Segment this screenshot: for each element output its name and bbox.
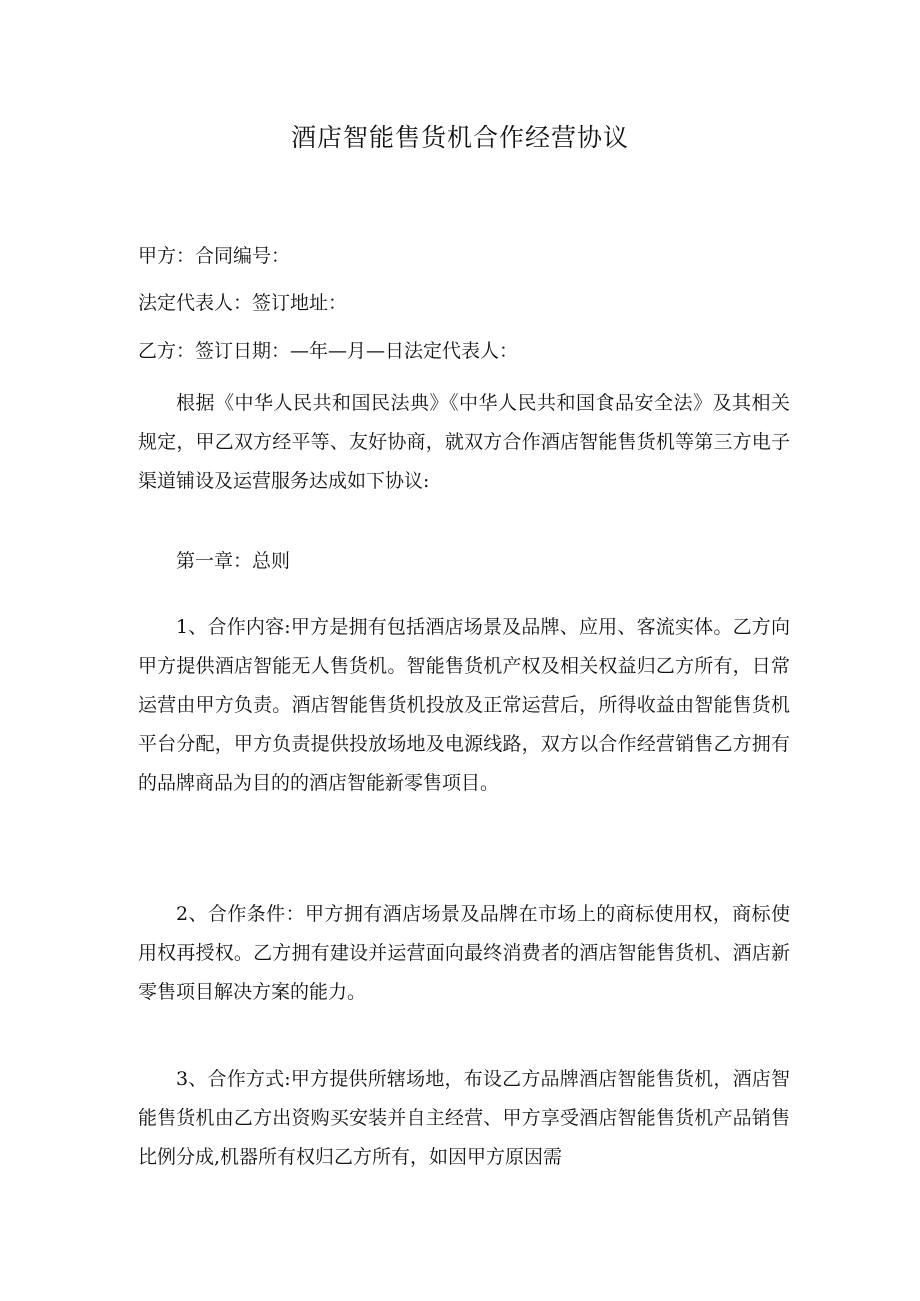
clause-cooperation-content: 1、合作内容:甲方是拥有包括酒店场景及品牌、应用、客流实体。乙方向甲方提供酒店智能无人售货机。智能售货机产权及相关权益归乙方所有，日常运营由甲方负责。酒店智能售货机投放及正常运营后，所得收益由智能售货机平台分配，甲方负责提供投放场地及电源线路，双方以合作经营销售乙方拥有的品牌商品为目的的酒店智能新零售项目。	[138, 616, 790, 794]
party-b-signing-date-line: 乙方：签订日期：—年—月—日法定代表人：	[138, 340, 519, 362]
chapter-heading: 第一章：总则	[176, 550, 291, 572]
clause-cooperation-method: 3、合作方式:甲方提供所辖场地，布设乙方品牌酒店智能售货机，酒店智能售货机由乙方出资购买安装并自主经营、甲方享受酒店智能售货机产品销售比例分成,机器所有权归乙方所有，如因甲方原因需	[138, 1068, 790, 1168]
preamble-paragraph: 根据《中华人民共和国民法典》《中华人民共和国食品安全法》及其相关规定，甲乙双方经平等、友好协商，就双方合作酒店智能售货机等第三方电子渠道铺设及运营服务达成如下协议:	[138, 392, 790, 492]
document-title: 酒店智能售货机合作经营协议	[290, 123, 629, 152]
party-a-contract-number-line: 甲方：合同编号：	[138, 245, 291, 267]
clause-cooperation-conditions: 2、合作条件：甲方拥有酒店场景及品牌在市场上的商标使用权，商标使用权再授权。乙方拥有建设并运营面向最终消费者的酒店智能售货机、酒店新零售项目解决方案的能力。	[138, 903, 790, 1003]
legal-representative-signing-address-line: 法定代表人：签订地址：	[138, 292, 348, 314]
